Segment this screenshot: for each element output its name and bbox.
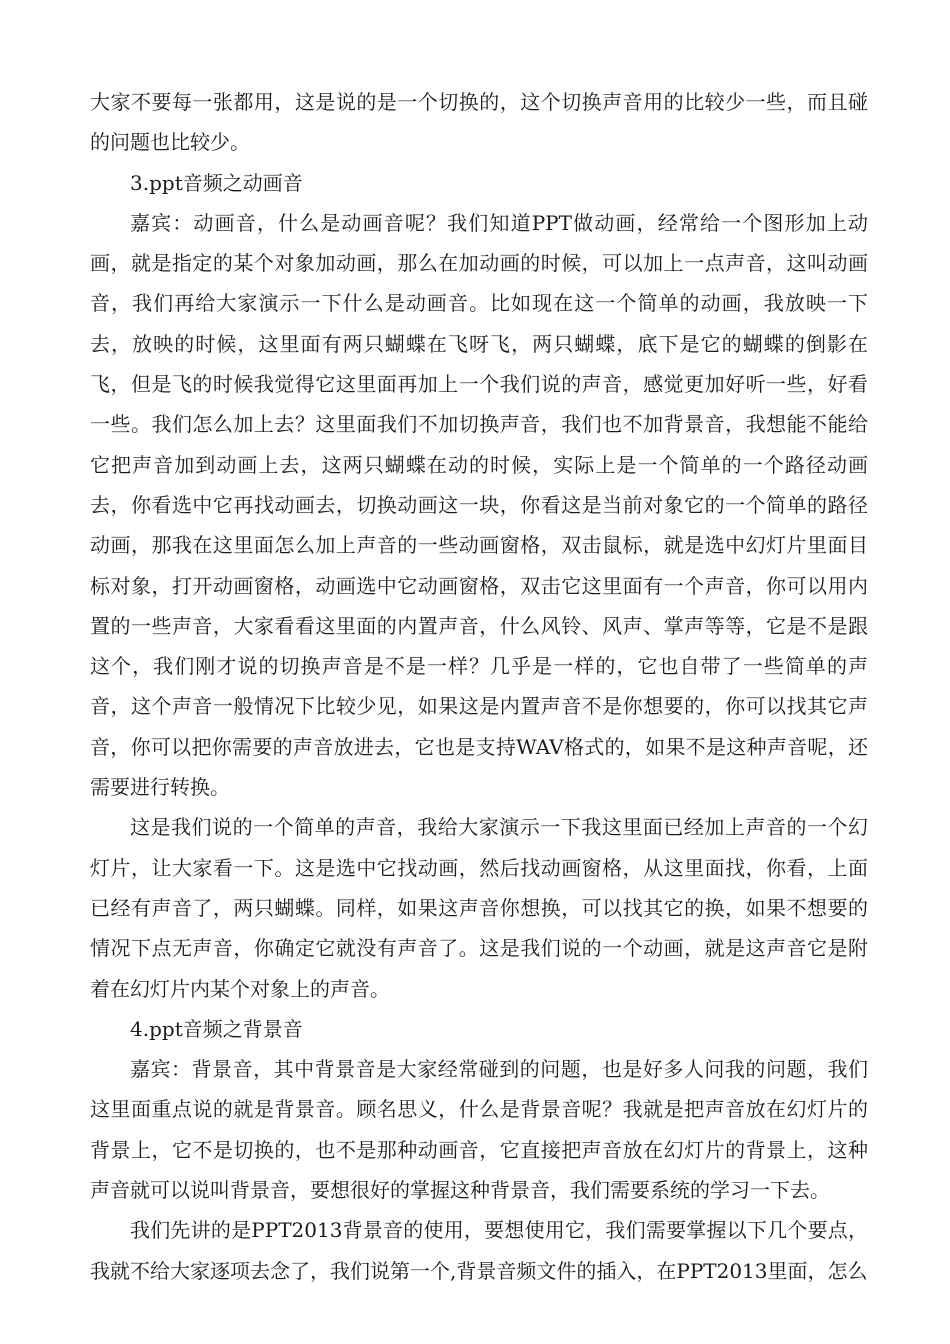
section-heading-3: 3.ppt音频之动画音 — [130, 170, 303, 195]
body-paragraph: 这是我们说的一个简单的声音，我给大家演示一下我这里面已经加上声音的一个幻灯片，让大家看一下。这是选中它找动画，然后找动画窗格，从这里面找，你看，上面已经有声音了，两只蝴蝶。同样，如果这声音你想换，可以找其它的换，如果不想要的情况下点无声音，你确定它就没有声音了。这是我们说的一个动画，就是这声音它是附着在幻灯片内某个对象上的声音。 — [90, 815, 868, 1001]
section-heading-4: 4.ppt音频之背景音 — [130, 1016, 303, 1041]
body-paragraph: 大家不要每一张都用，这是说的是一个切换的，这个切换声音用的比较少一些，而且碰的问题也比较少。 — [90, 90, 868, 155]
body-paragraph: 嘉宾：动画音，什么是动画音呢？我们知道PPT做动画，经常给一个图形加上动画，就是指定的某个对象加动画，那么在加动画的时候，可以加上一点声音，这叫动画音，我们再给大家演示一下什么是动画音。比如现在这一个简单的动画，我放映一下去，放映的时候，这里面有两只蝴蝶在飞呀飞，两只蝴蝶，底下是它的蝴蝶的倒影在飞，但是飞的时候我觉得它这里面再加上一个我们说的声音，感觉更加好听一些，好看一些。我们怎么加上去？这里面我们不加切换声音，我们也不加背景音，我想能不能给它把声音加到动画上去，这两只蝴蝶在动的时候，实际上是一个简单的一个路径动画去，你看选中它再找动画去，切换动画这一块，你看这是当前对象它的一个简单的路径动画，那我在这里面怎么加上声音的一些动画窗格，双击鼠标，就是选中幻灯片里面目标对象，打开动画窗格，动画选中它动画窗格，双击它这里面有一个声音，你可以用内置的一些声音，大家看看这里面的内置声音，什么风铃、风声、掌声等等，它是不是跟这个，我们刚才说的切换声音是不是一样？几乎是一样的，它也自带了一些简单的声音，这个声音一般情况下比较少见，如果这是内置声音不是你想要的，你可以找其它声音，你可以把你需要的声音放进去，它也是支持WAV格式的，如果不是这种声音呢，还需要进行转换。 — [90, 210, 868, 800]
body-paragraph: 嘉宾：背景音，其中背景音是大家经常碰到的问题，也是好多人问我的问题，我们这里面重点说的就是背景音。顾名思义，什么是背景音呢？我就是把声音放在幻灯片的背景上，它不是切换的，也不是那种动画音，它直接把声音放在幻灯片的背景上，这种声音就可以说叫背景音，要想很好的掌握这种背景音，我们需要系统的学习一下去。 — [90, 1057, 868, 1203]
document-page — [90, 82, 868, 1291]
body-paragraph: 我们先讲的是PPT2013背景音的使用，要想使用它，我们需要掌握以下几个要点，我就不给大家逐项去念了，我们说第一个,背景音频文件的插入，在PPT2013里面，怎么 — [90, 1218, 868, 1283]
